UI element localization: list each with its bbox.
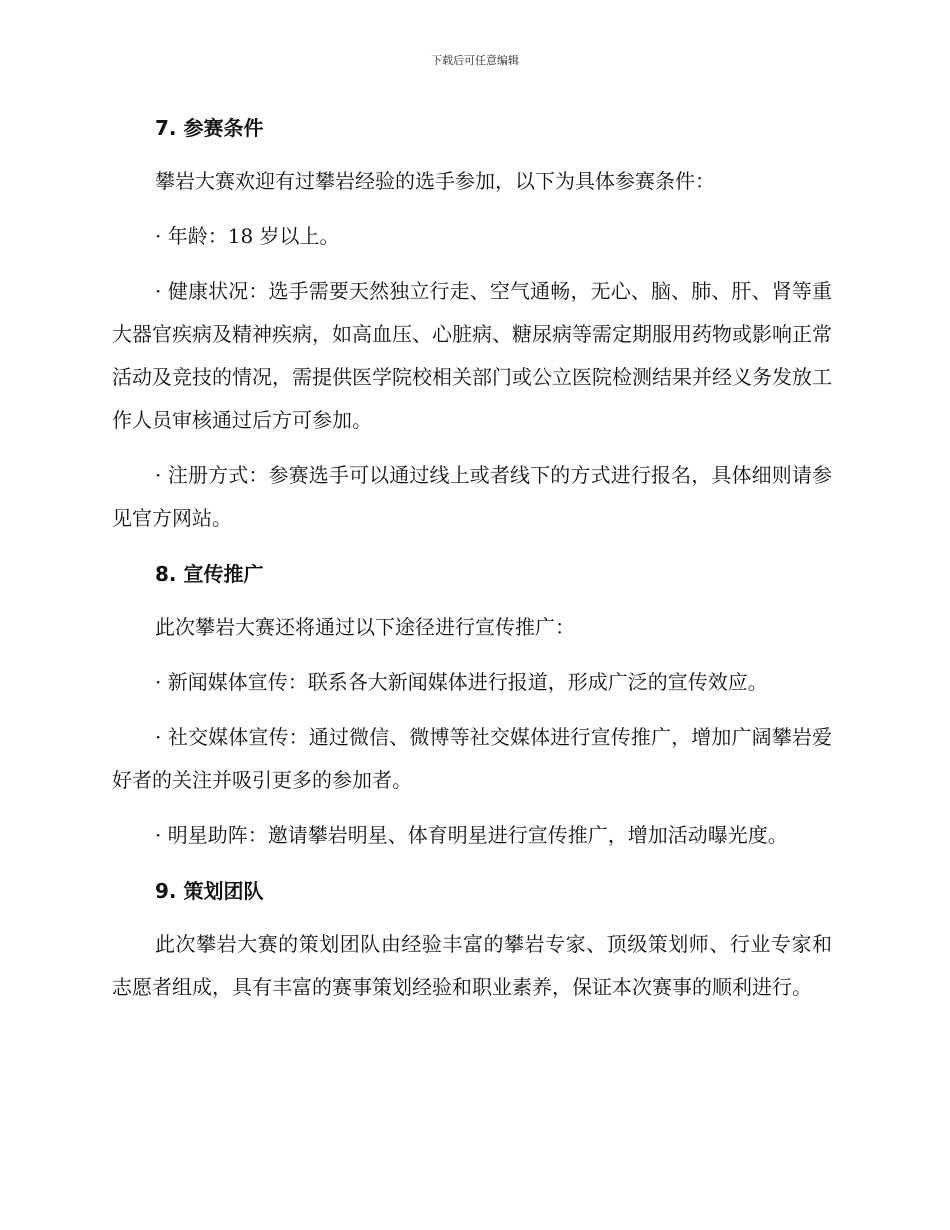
paragraph-celebrity-support: · 明星助阵：邀请攀岩明星、体育明星进行宣传推广，增加活动曝光度。 — [155, 823, 788, 847]
page-header-note: 下载后可任意编辑 — [431, 54, 519, 67]
paragraph-age: · 年龄：18 岁以上。 — [155, 224, 340, 248]
document-body — [112, 108, 832, 1009]
paragraph-promotion-intro: 此次攀岩大赛还将通过以下途径进行宣传推广： — [155, 615, 575, 639]
paragraph-registration: · 注册方式：参赛选手可以通过线上或者线下的方式进行报名，具体细则请参见官方网站。 — [112, 463, 832, 530]
paragraph-planning-team: 此次攀岩大赛的策划团队由经验丰富的攀岩专家、顶级策划师、行业专家和志愿者组成，具有丰富的赛事策划经验和职业素养，保证本次赛事的顺利进行。 — [112, 932, 832, 999]
section-heading-participation: 7. 参赛条件 — [155, 116, 264, 140]
section-heading-planning-team: 9. 策划团队 — [155, 879, 264, 903]
paragraph-participation-intro: 攀岩大赛欢迎有过攀岩经验的选手参加，以下为具体参赛条件： — [155, 169, 715, 193]
paragraph-health: · 健康状况：选手需要天然独立行走、空气通畅，无心、脑、肺、肝、肾等重大器官疾病及精神疾病，如高血压、心脏病、糖尿病等需定期服用药物或影响正常活动及竞技的情况，需提供医学院校相关部门或公立医院检测结果并经义务发放工作人员审核通过后方可参加。 — [112, 279, 832, 432]
paragraph-news-media: · 新闻媒体宣传：联系各大新闻媒体进行报道，形成广泛的宣传效应。 — [155, 670, 768, 694]
section-heading-promotion: 8. 宣传推广 — [155, 562, 264, 586]
paragraph-social-media: · 社交媒体宣传：通过微信、微博等社交媒体进行宣传推广，增加广阔攀岩爱好者的关注并吸引更多的参加者。 — [112, 725, 832, 792]
